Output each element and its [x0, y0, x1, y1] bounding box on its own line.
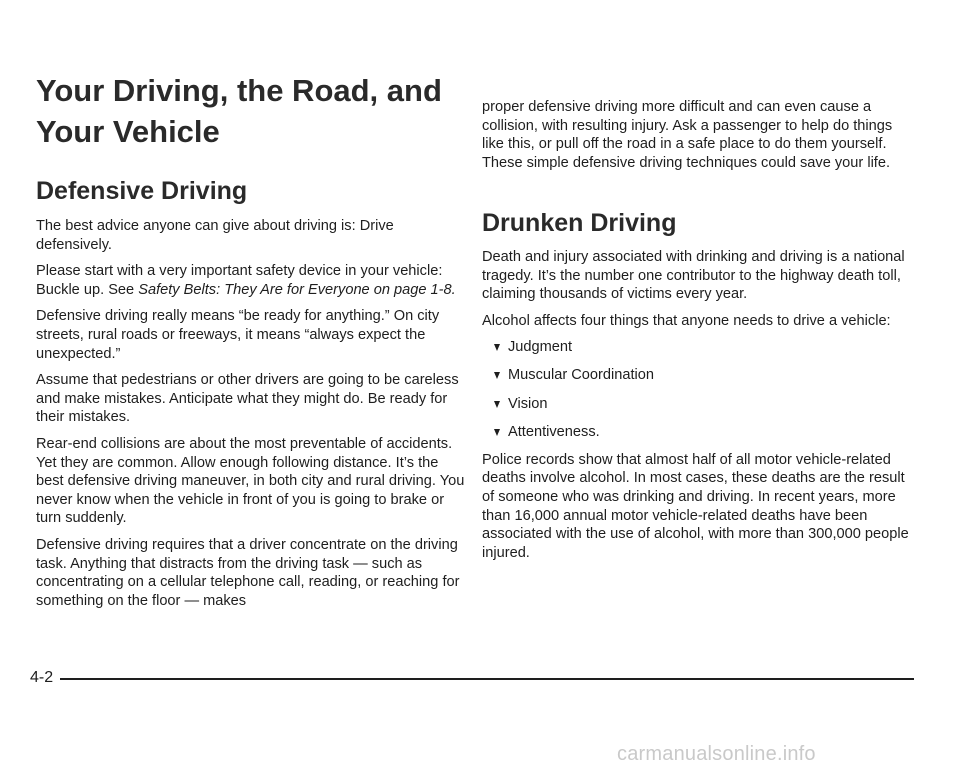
watermark: carmanualsonline.info — [617, 743, 816, 765]
defensive-driving-body — [36, 217, 466, 618]
paragraph — [36, 262, 466, 299]
drunken-driving-body — [482, 248, 912, 570]
list-item — [482, 366, 912, 385]
list-item-text: Vision — [508, 395, 548, 412]
cross-reference: Safety Belts: They Are for Everyone on page 1-8. — [138, 281, 456, 298]
paragraph: Police records show that almost half of all motor vehicle-related deaths involve alcohol. In most cases, these deaths are the result of someone who was drinking and driving. In recent years, more than 16,000 annual motor vehicle-related deaths have been associated with the use of alcohol, with more than 300,000 people injured. — [482, 451, 909, 561]
list-item-text: Muscular Coordination — [508, 367, 655, 384]
paragraph: proper defensive driving more difficult and can even cause a collision, with resulting injury. Ask a passenger to help do things like this, or pull off the road in a safe place to do them yourself. These simple defensive driving techniques could save your life. — [482, 99, 893, 171]
footer-rule — [60, 678, 914, 680]
list-item — [482, 395, 912, 414]
bullet-list — [482, 338, 912, 441]
bullet-icon — [494, 429, 500, 436]
paragraph: Rear-end collisions are about the most preventable of accidents. Yet they are common. Allow enough following distance. It’s the best defensive driving maneuver, in both city and rural driving. You never know when the vehicle in front of you is going to brake or turn suddenly. — [36, 435, 465, 527]
list-item-text: Attentiveness. — [508, 423, 600, 440]
list-item-text: Judgment — [508, 339, 573, 356]
page-number: 4-2 — [30, 669, 54, 686]
section-heading-defensive-driving: Defensive Driving — [36, 177, 248, 205]
chapter-title: Your Driving, the Road, and Your Vehicle — [36, 73, 442, 149]
paragraph: Defensive driving requires that a driver concentrate on the driving task. Anything that distracts from the driving task — such as concentrating on a cellular telephone call, reading, or reaching for something on the floor — makes — [36, 536, 460, 609]
paragraph-text: Please start with a very important safety device in your vehicle: Buckle up. See — [36, 263, 443, 298]
paragraph: Alcohol affects four things that anyone needs to drive a vehicle: — [482, 312, 891, 329]
section-heading-drunken-driving: Drunken Driving — [482, 209, 677, 237]
list-item — [482, 338, 912, 357]
paragraph: Death and injury associated with drinking and driving is a national tragedy. It’s the number one contributor to the highway death toll, claiming thousands of victims every year. — [482, 249, 905, 303]
bullet-icon — [494, 401, 500, 408]
defensive-driving-continued — [482, 98, 912, 180]
bullet-icon — [494, 372, 500, 379]
paragraph: Assume that pedestrians or other drivers are going to be careless and make mistakes. Anticipate what they might do. Be ready for their mistakes. — [36, 372, 459, 426]
paragraph: The best advice anyone can give about driving is: Drive defensively. — [36, 218, 394, 253]
paragraph: Defensive driving really means “be ready for anything.” On city streets, rural roads or freeways, it means “always expect the unexpected.” — [36, 308, 440, 362]
bullet-icon — [494, 344, 500, 351]
list-item — [482, 423, 912, 442]
